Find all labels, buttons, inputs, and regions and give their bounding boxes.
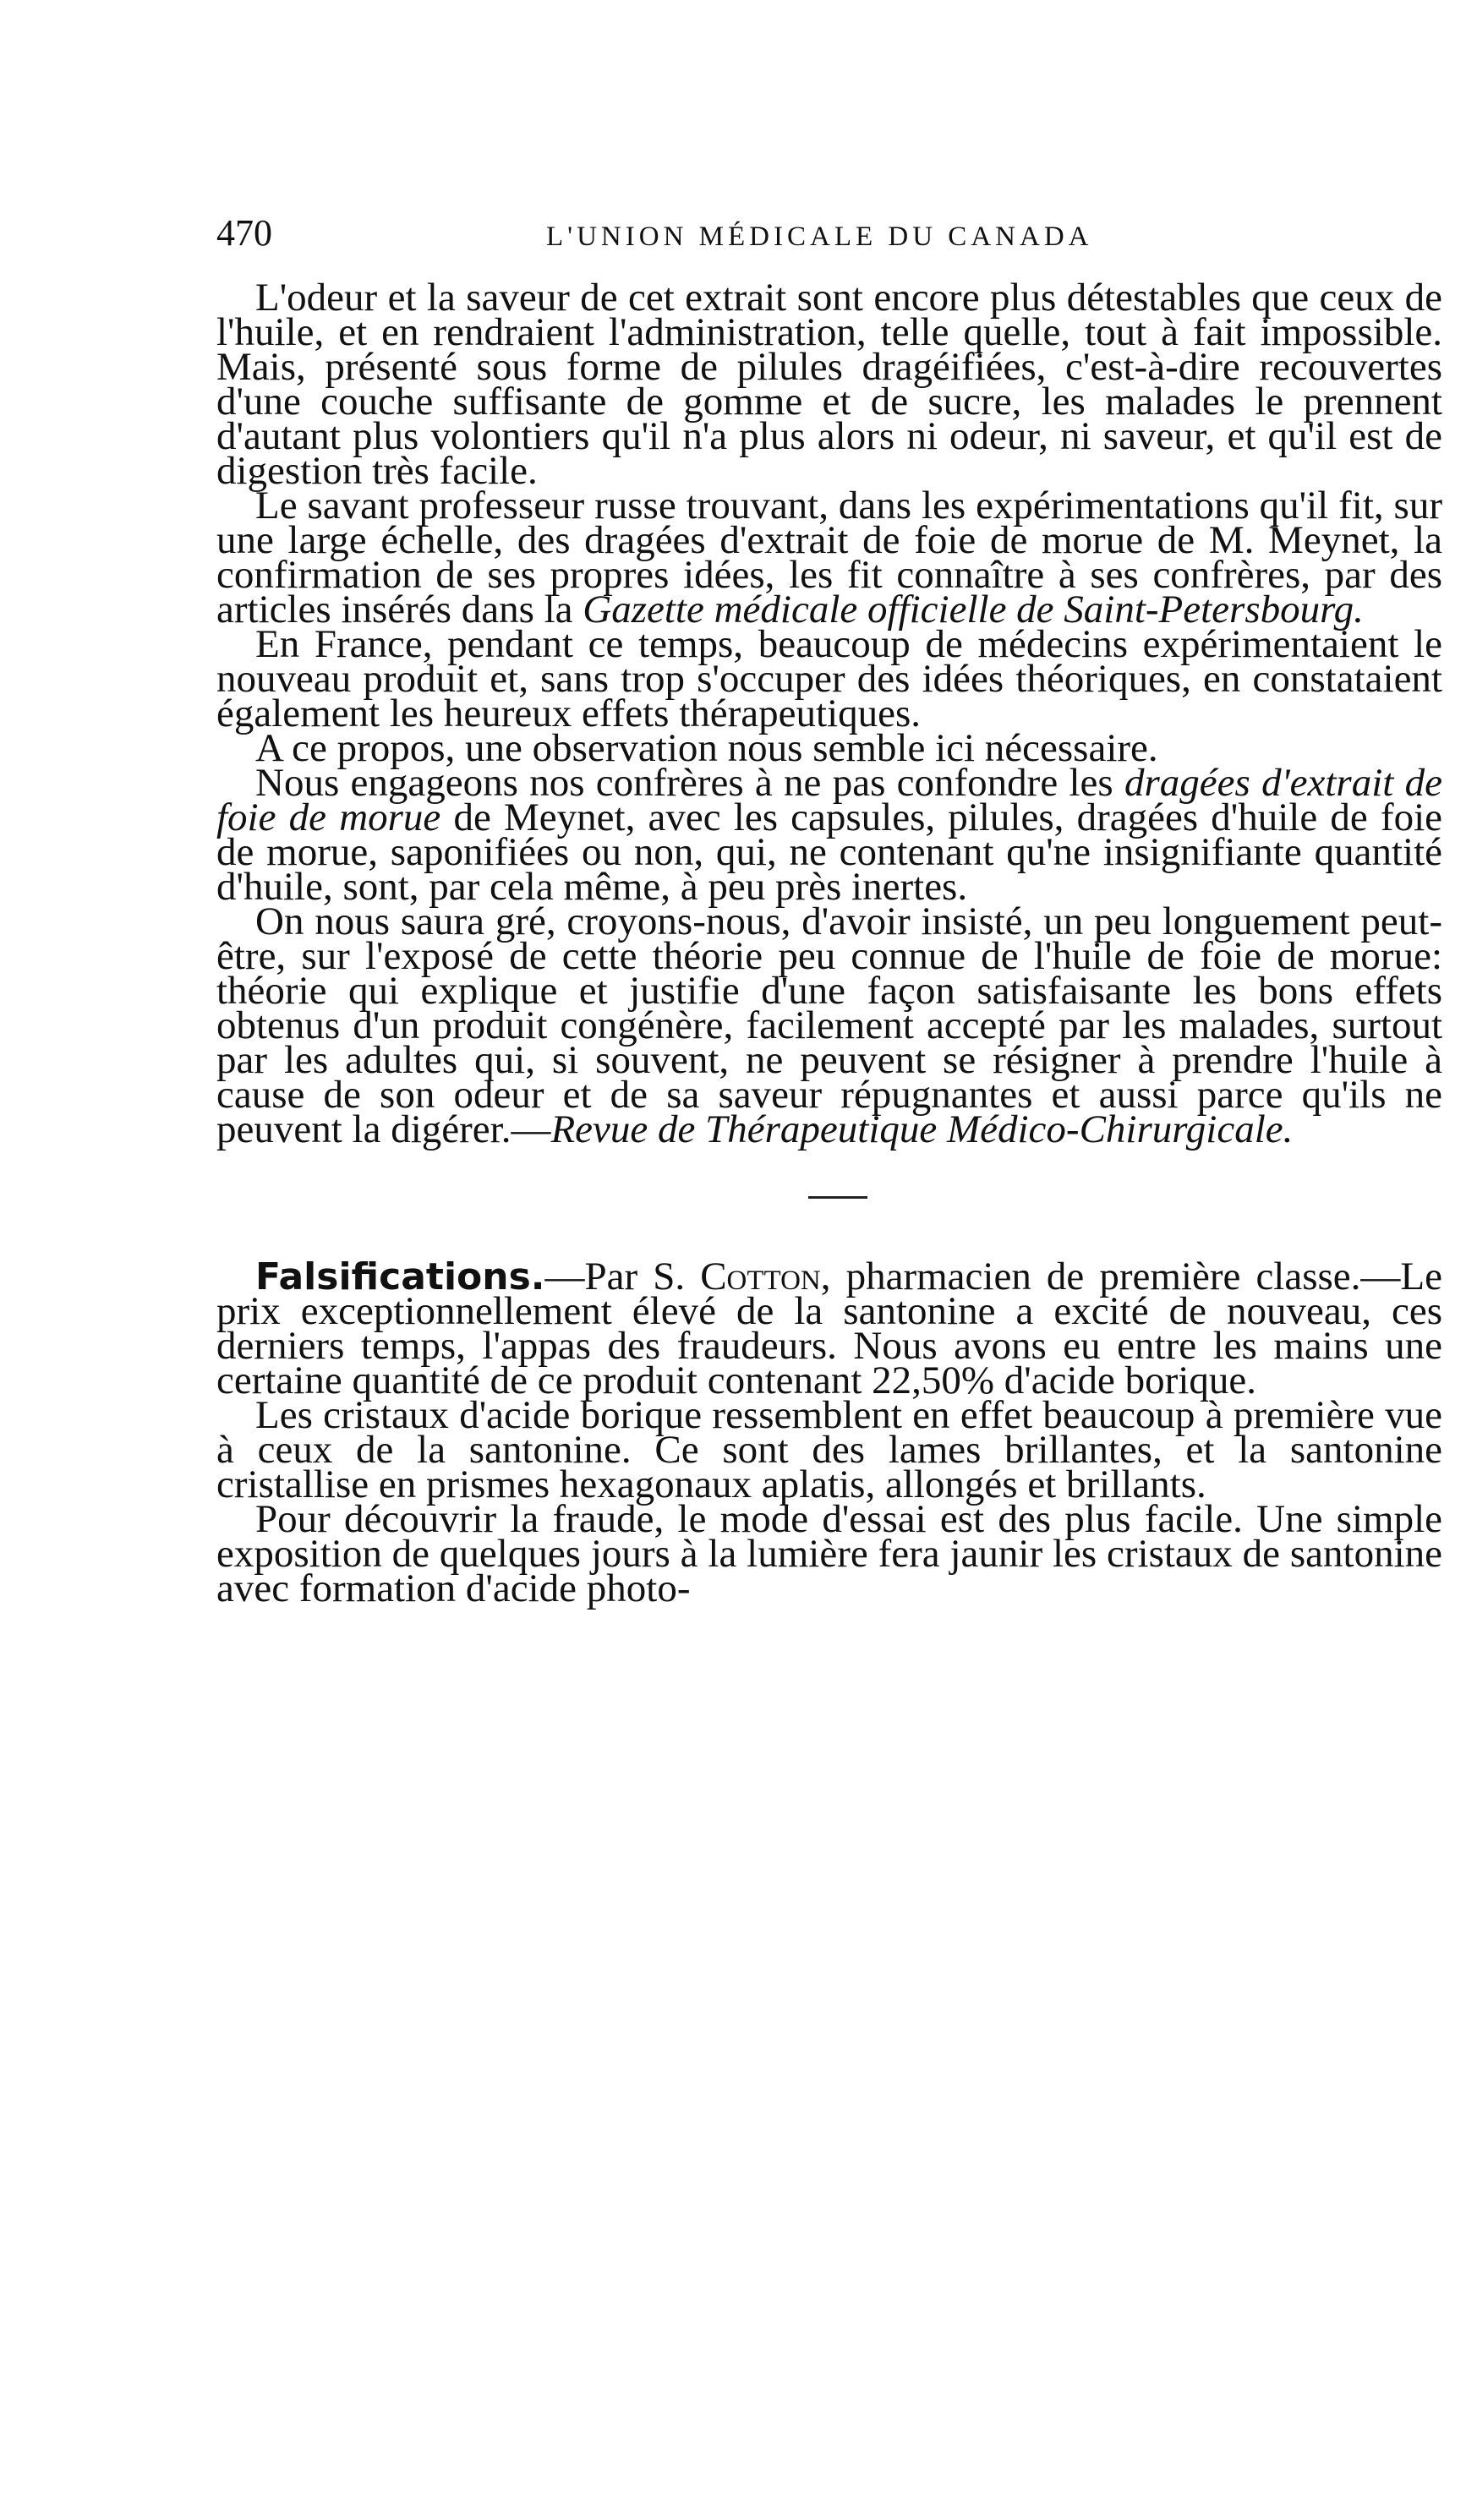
paragraph-2-text: Le savant professeur russe trouvant, dans les expérimentations qu'il fit, sur une large échelle, des dragées d'extrait de foie de morue de M. Meynet, la confirmation de ses propres idées, les fit connaître à ses confrères, par des articles insérés dans la bbox=[216, 484, 1442, 631]
paragraph-5-end: de Meynet, avec les capsules, pilules, dragées d'huile de foie de morue, saponifiées ou non, qui, ne contenant qu'ne insignifiante quantité d'huile, sont, par cela même, à peu près inertes. bbox=[216, 795, 1443, 909]
page bbox=[216, 211, 1443, 1610]
source-citation: Revue de Thérapeutique Médico-Chirurgicale. bbox=[550, 1107, 1294, 1151]
paragraph-6-text: On nous saura gré, croyons-nous, d'avoir insisté, un peu longuement peut-être, sur l'exposé de cette théorie peu connue de l'huile de foie de morue: théorie qui explique et justifie d'une façon satisfaisante les bons effets obtenus d'un produit congénère, facilement accepté par les malades, surtout par les adultes qui, si souvent, ne peuvent se résigner à prendre l'huile à cause de son odeur et de sa saveur répugnantes et aussi parce qu'ils ne peuvent la digérer.— bbox=[216, 899, 1442, 1151]
paragraph-5-text: Nous engageons nos confrères à ne pas confondre les bbox=[255, 761, 1124, 805]
paragraph-4: A ce propos, une observation nous semble ici nécessaire. bbox=[255, 726, 1158, 770]
running-head bbox=[216, 211, 1442, 262]
falsifications-intro bbox=[216, 1255, 1442, 1402]
falsifications-heading: Falsifications. bbox=[255, 1255, 545, 1298]
page-number: 470 bbox=[216, 212, 272, 254]
section-divider bbox=[808, 1196, 867, 1199]
paragraph-1: L'odeur et la saveur de cet extrait sont encore plus détestables que ceux de l'huile, et en rendraient l'administration, telle quelle, tout à fait impossible. Mais, présenté sous forme de pilules dragéifiées, c'est-à-dire recouvertes d'une couche suffisante de gomme et de sucre, les malades le prennent d'autant plus volontiers qu'il n'a plus alors ni odeur, ni saveur, et qu'il est de digestion très facile. bbox=[216, 276, 1442, 493]
falsifications-intro-text: , pharmacien de première classe.—Le prix exceptionnellement élevé de la santonine a excité de nouveau, ces derniers temps, l'appas des fraudeurs. Nous avons eu entre les mains une certaine quantité de ce produit contenant 22,50% d'acide borique. bbox=[216, 1255, 1442, 1402]
paragraph-2 bbox=[216, 484, 1442, 631]
paragraph-6 bbox=[216, 899, 1442, 1151]
journal-title: L'UNION MÉDICALE DU CANADA bbox=[546, 221, 1093, 252]
byline-prefix: —Par S. bbox=[544, 1255, 701, 1298]
product-name: dragées d'extrait de foie de morue bbox=[216, 761, 1442, 839]
paragraph-5 bbox=[216, 761, 1443, 909]
author-name: Cotton bbox=[700, 1255, 821, 1298]
falsifications-paragraph-1: Les cristaux d'acide borique ressemblent en effet beaucoup à première vue à ceux de la santonine. Ce sont des lames brillantes, et la santonine cristallise en prismes hexagonaux aplatis, allongés et brillants. bbox=[216, 1393, 1442, 1506]
paragraph-3: En France, pendant ce temps, beaucoup de médecins expérimentaient le nouveau produit et, sans trop s'occuper des idées théoriques, en constataient également les heureux effets thérapeutiques. bbox=[216, 622, 1442, 735]
falsifications-paragraph-2: Pour découvrir la fraude, le mode d'essai est des plus facile. Une simple exposition de quelques jours à la lumière fera jaunir les cristaux de santonine avec formation d'acide photo- bbox=[216, 1497, 1442, 1610]
gazette-title: Gazette médicale officielle de Saint-Petersbourg. bbox=[583, 588, 1364, 631]
